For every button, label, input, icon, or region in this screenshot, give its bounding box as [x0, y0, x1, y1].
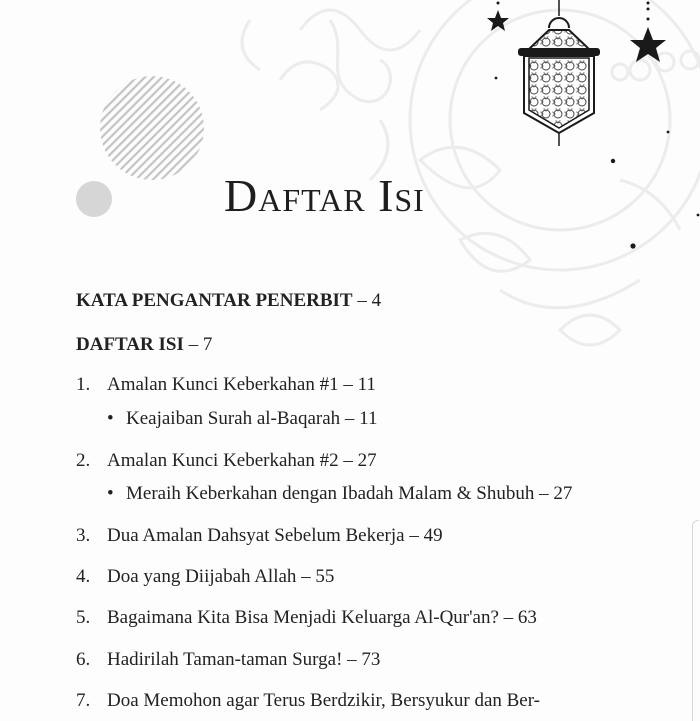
star-icon	[630, 27, 666, 62]
toc-chapter-4[interactable]	[76, 566, 334, 588]
toc-page-number: – 7	[183, 334, 213, 355]
toc-chapter-7[interactable]	[76, 690, 540, 712]
chapter-title: Dua Amalan Dahsyat Sebelum Bekerja – 49	[107, 525, 443, 546]
toc-chapter-1[interactable]	[76, 374, 376, 396]
chapter-number: 2.	[76, 450, 91, 471]
star-icon	[487, 10, 509, 31]
chapter-number: 6.	[76, 649, 91, 670]
toc-chapter-6[interactable]	[76, 649, 380, 671]
toc-chapter-3[interactable]	[76, 525, 443, 547]
toc-entry-front-matter[interactable]	[76, 290, 381, 312]
striped-circle	[100, 76, 204, 180]
chapter-title: Doa Memohon agar Terus Berdzikir, Bersyukur dan Ber-	[107, 690, 541, 711]
hanging-lantern-icon	[518, 0, 600, 146]
gray-dot	[76, 181, 112, 217]
page-title: Daftar Isi	[224, 169, 425, 221]
chapter-number: 5.	[76, 607, 91, 628]
chapter-number: 4.	[76, 566, 91, 587]
page-edge-line	[692, 520, 699, 721]
subentry-title: Keajaiban Surah al-Baqarah – 11	[126, 408, 378, 429]
toc-page-number: – 4	[352, 290, 382, 311]
bullet-icon: •	[107, 483, 114, 504]
chapter-number: 7.	[76, 690, 91, 711]
bullet-icon: •	[107, 408, 114, 429]
subentry-title: Meraih Keberkahan dengan Ibadah Malam & Shubuh – 27	[126, 483, 573, 504]
toc-chapter-2[interactable]	[76, 450, 377, 472]
chapter-title: Amalan Kunci Keberkahan #1 – 11	[107, 374, 376, 395]
chapter-title: Amalan Kunci Keberkahan #2 – 27	[107, 450, 377, 471]
toc-subentry[interactable]	[76, 483, 572, 505]
toc-entry-label: KATA PENGANTAR PENERBIT	[76, 290, 353, 311]
toc-chapter-5[interactable]	[76, 607, 537, 629]
chapter-title: Doa yang Diijabah Allah – 55	[107, 566, 335, 587]
chapter-title: Bagaimana Kita Bisa Menjadi Keluarga Al-Qur'an? – 63	[107, 607, 537, 628]
toc-entry-front-matter[interactable]	[76, 334, 212, 356]
chapter-title: Hadirilah Taman-taman Surga! – 73	[107, 649, 381, 670]
chapter-number: 3.	[76, 525, 91, 546]
toc-subentry[interactable]	[76, 408, 377, 430]
chapter-number: 1.	[76, 374, 91, 395]
toc-entry-label: DAFTAR ISI	[76, 334, 184, 355]
